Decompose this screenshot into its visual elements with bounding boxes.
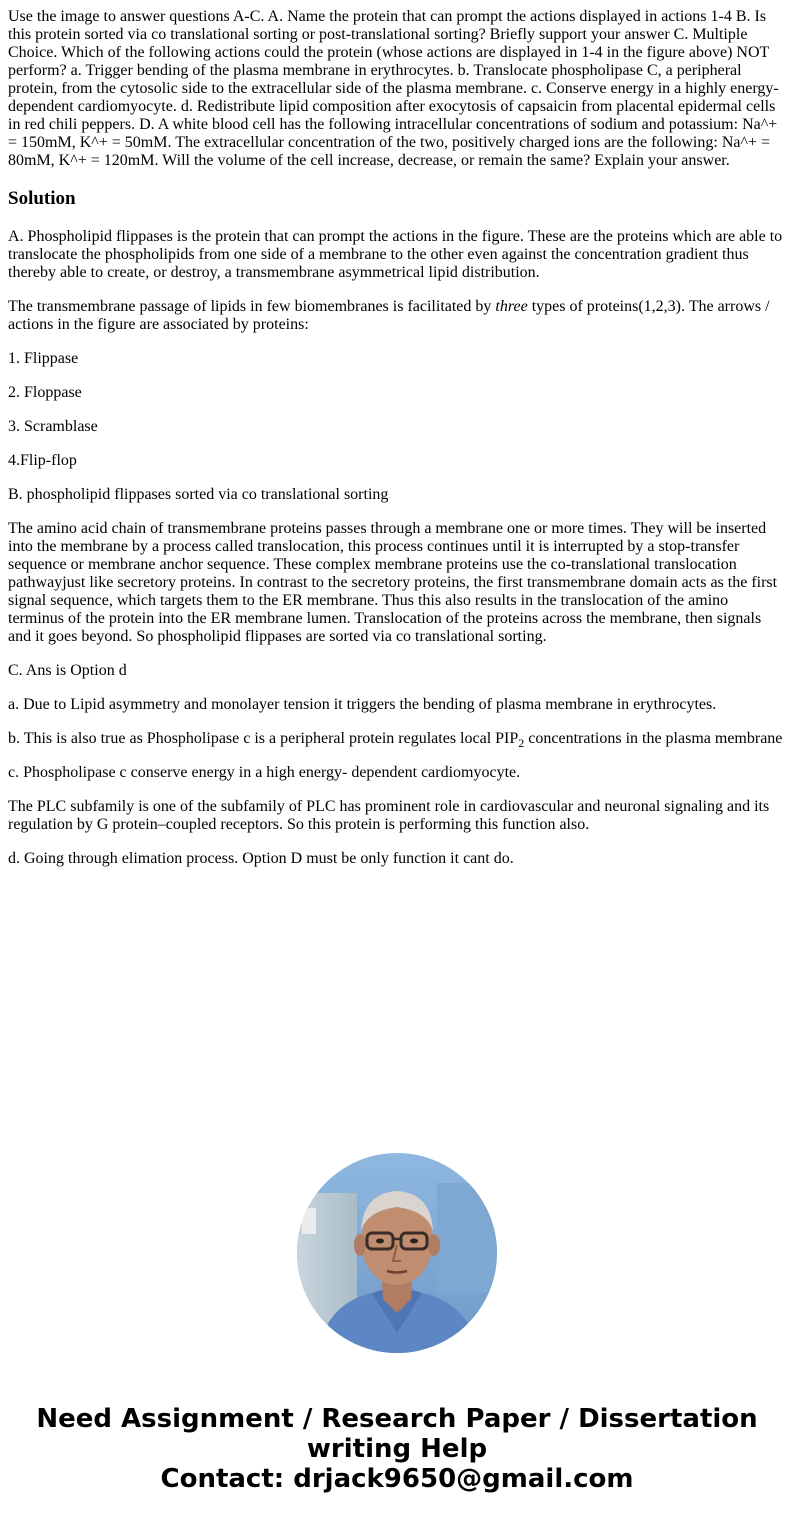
footer-line-1: Need Assignment / Research Paper / Dissertation bbox=[36, 1404, 758, 1434]
option-b-text-start: b. This is also true as Phospholipase c is a peripheral protein regulates local PIP bbox=[8, 730, 519, 747]
answer-a-paragraph: A. Phospholipid flippases is the protein that can prompt the actions in the figure. These are the proteins which are able to translocate the phospholipids from one side of a membrane to the other even against the concentration gradient thus thereby able to create, or destroy, a transmembrane asymmetrical lipid distribution. bbox=[8, 228, 783, 281]
transmembrane-paragraph bbox=[8, 298, 786, 334]
transmembrane-text-start: The transmembrane passage of lipids in few biomembranes is facilitated by bbox=[8, 298, 496, 315]
list-item: 4.Flip-flop bbox=[8, 452, 77, 469]
answer-c-heading: C. Ans is Option d bbox=[8, 662, 127, 679]
option-b-text-end: concentrations in the plasma membrane bbox=[524, 730, 783, 747]
option-b-paragraph bbox=[8, 730, 786, 748]
avatar-portrait-image bbox=[297, 1153, 497, 1353]
solution-heading: Solution bbox=[8, 188, 76, 209]
option-b-subscript: 2 bbox=[518, 736, 525, 750]
plc-paragraph: The PLC subfamily is one of the subfamily of PLC has prominent role in cardiovascular and neuronal signaling and its regulation by G protein–coupled receptors. So this protein is performing this function also. bbox=[8, 798, 770, 833]
question-text: Use the image to answer questions A-C. A. Name the protein that can prompt the actions displayed in actions 1-4 B. Is this protein sorted via co translational sorting or post-translational sorting? Briefly support your answer C. Multiple Choice. Which of the following actions could the protein (whose actions are displayed in 1-4 in the figure above) NOT perform? a. Trigger bending of the plasma membrane in erythrocytes. b. Translocate phospholipase C, a peripheral protein, from the cytosolic side to the extracellular side of the plasma membrane. c. Conserve energy in a highly energy-dependent cardiomyocyte. d. Redistribute lipid composition after exocytosis of capsaicin from placental epidermal cells in red chili peppers. D. A white blood cell has the following intracellular concentrations of sodium and potassium: Na^+ = 150mM, K^+ = 50mM. The extracellular concentration of the two, positively charged ions are the following: Na^+ = 80mM, K^+ = 120mM. Will the volume of the cell increase, decrease, or remain the same? Explain your answer. bbox=[8, 8, 779, 169]
answer-b-paragraph: The amino acid chain of transmembrane proteins passes through a membrane one or more times. They will be inserted into the membrane by a process called translocation, this process continues until it is interrupted by a stop-transfer sequence or membrane anchor sequence. These complex membrane proteins use the co-translational translocation pathwayjust like secretory proteins. In contrast to the secretory proteins, the first transmembrane domain acts as the first signal sequence, which targets them to the ER membrane. Thus this also results in the translocation of the amino terminus of the protein into the ER membrane lumen. Translocation of the proteins across the membrane, then signals and it goes beyond. So phospholipid flippases are sorted via co translational sorting. bbox=[8, 520, 778, 645]
option-c-paragraph: c. Phospholipase c conserve energy in a high energy- dependent cardiomyocyte. bbox=[8, 764, 521, 781]
transmembrane-text-end: types of proteins(1,2,3). The arrows / actions in the figure are associated by proteins: bbox=[8, 298, 770, 333]
transmembrane-text-emphasis: three bbox=[495, 298, 528, 315]
list-item: 2. Floppase bbox=[8, 384, 82, 401]
answer-b-heading: B. phospholipid flippases sorted via co translational sorting bbox=[8, 486, 389, 503]
footer-promo bbox=[0, 1404, 794, 1494]
footer-line-2: writing Help bbox=[306, 1434, 488, 1464]
avatar bbox=[297, 1153, 497, 1353]
document-content bbox=[8, 8, 786, 884]
option-d-paragraph: d. Going through elimation process. Option D must be only function it cant do. bbox=[8, 850, 514, 867]
option-a-paragraph: a. Due to Lipid asymmetry and monolayer tension it triggers the bending of plasma membrane in erythrocytes. bbox=[8, 696, 717, 713]
list-item: 3. Scramblase bbox=[8, 418, 98, 435]
list-item: 1. Flippase bbox=[8, 350, 79, 367]
footer-contact: Contact: drjack9650@gmail.com bbox=[160, 1464, 634, 1494]
